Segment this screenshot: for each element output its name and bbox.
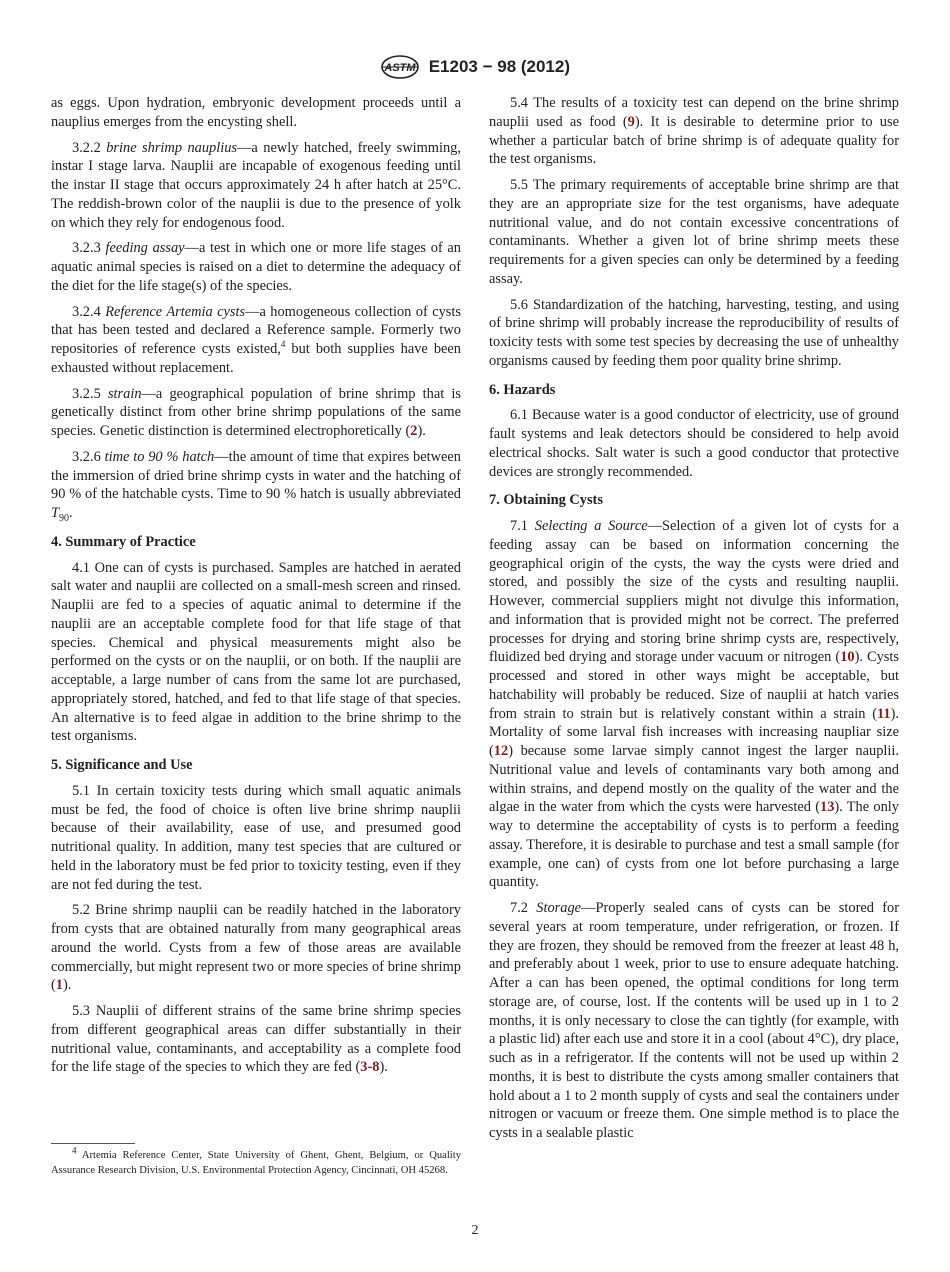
section-heading: 5. Significance and Use: [51, 757, 193, 773]
left-column: [51, 94, 461, 1084]
defined-term: Storage: [536, 900, 582, 916]
definition-paragraph: 3.2.6 time to 90 % hatch—the amount of time that expires between the immersion of dried brine shrimp cysts in water and the hatching of 90 % of the hatchable cysts. Time to 90 % hatch is usually abbreviated $T_{90}$.: [51, 448, 461, 524]
defined-term: time to 90 % hatch: [104, 448, 215, 465]
definition-paragraph: 3.2.3 feeding assay—a test in which one or more life stages of an aquatic animal species is raised on a diet to determine the adequacy of the diet for the life stage(s) of the species.: [51, 240, 461, 294]
paragraph: 7.2 Storage—Properly sealed cans of cysts can be stored for several years at room temperature, under refrigeration, or frozen. If they are frozen, they should be removed from the freezer at least 48 h, and preferably about 1 week, prior to use to ensure adequate hatching. After a can has been opened, the optimal conditions for long term storage are, of course, lost. If the contents will be used up in 1 to 2 months, it is only necessary to close the can tightly (for example, with a plastic lid) after each use and store it in a cool (about 4°C), dry place, such as in a refrigerator. If the contents will not be used up within 2 months, it is best to distribute the cysts among smaller containers that hold about a 1 to 2 month supply of cysts and seal the containers under nitrogen or vacuum or freeze them. One simple method is to place the cysts in a sealable plastic: [489, 900, 899, 1141]
page-number: 2: [471, 1223, 479, 1238]
defined-term: Selecting a Source: [534, 518, 648, 534]
section-heading: 6. Hazards: [489, 381, 556, 398]
paragraph: 5.5 The primary requirements of acceptable brine shrimp are that they are an appropriate size for the test organisms, have adequate nutritional value, and do not contain excessive concentrations of contaminants. Whether a given lot of brine shrimp meets these requirements for a given species can only be determined by a feeding assay.: [489, 177, 899, 287]
footnote-divider: [51, 1143, 135, 1144]
paragraph: 5.6 Standardization of the hatching, harvesting, testing, and using of brine shrimp will probably increase the reproducibility of results of toxicity tests with some test species by decreasing the use of unhealthy organisms caused by feeding them poor quality brine shrimp.: [489, 296, 899, 369]
defined-term: feeding assay: [105, 240, 185, 257]
reference-link[interactable]: 10: [840, 649, 855, 666]
reference-link[interactable]: 11: [877, 705, 891, 722]
defined-term: brine shrimp nauplius: [106, 139, 238, 156]
definition-paragraph: 3.2.4 Reference Artemia cysts—a homogeneous collection of cysts that has been tested and declared a Reference sample. Formerly two repositories of reference cysts existed,$^4$ but both supplies have been exhausted without replacement.: [51, 303, 461, 376]
paragraph: as eggs. Upon hydration, embryonic development proceeds until a nauplius emerges from the encysting shell.: [51, 95, 461, 130]
paragraph: 5.3 Nauplii of different strains of the same brine shrimp species from different geographical areas can differ substantially in their nutritional value, contaminants, and acceptability as a complete food for the life stage of the species to which they are fed (3-8).: [51, 1003, 461, 1076]
footnote-marker: 4: [280, 339, 286, 350]
reference-link[interactable]: 3-8: [360, 1059, 380, 1076]
reference-link[interactable]: 13: [820, 799, 835, 816]
reference-link[interactable]: 9: [627, 113, 635, 130]
paragraph: 4.1 One can of cysts is purchased. Samples are hatched in aerated salt water and nauplii are collected on a small-mesh screen and rinsed. Nauplii are fed to a species of aquatic animal to determine if the nauplii are an acceptable complete food for that life stage of that species. Chemical and physical measurements might also be performed on the cysts or on the nauplii, or on both. If the nauplii are acceptable, a large number of cans from the same lot are purchased, appropriately stored, hatched, and fed to that life stage of that species. An alternative is to feed algae in addition to the brine shrimp to the test organisms.: [51, 559, 461, 745]
defined-term: Reference Artemia cysts: [105, 303, 246, 320]
paragraph: 7.1 Selecting a Source—Selection of a given lot of cysts for a feeding assay can be based on information concerning the geographical origin of the cysts, the way the cysts were dried and stored, and possibly the size of the cysts and resulting nauplii. However, commercial suppliers might not divulge this information, and information that is provided might not be correct. The preferred processes for drying and storing brine shrimp cysts are, respectively, fluidized bed drying and storage under vacuum or nitrogen (10). Cysts processed and stored in other ways might be acceptable, but hatchability will probably be reduced. Size of nauplii at hatch varies from strain to strain but is relatively constant within a strain (11). Mortality of some larval fish increases with increasing naupliar size (12) because some larvae simply cannot ingest the larger nauplii. Nutritional value and levels of contaminants vary both among and within strains, and depend mostly on the quality of the water and the algae in the water from which the cysts were harvested (13). The only way to determine the acceptability of cysts is to perform a feeding assay. Therefore, it is desirable to purchase and test a small sample (for example, one can) of cysts from one lot before purchasing a large quantity.: [489, 518, 900, 891]
definition-paragraph: 3.2.5 strain—a geographical population of brine shrimp that is genetically distinct from other brine shrimp populations of the same species. Genetic distinction is determined electrophoretically (2).: [51, 385, 461, 439]
paragraph: 5.2 Brine shrimp nauplii can be readily hatched in the laboratory from cysts that are obtained naturally from many geographical areas around the world. Cysts from a few of those areas are available commercially, but might represent two or more species of brine shrimp (1).: [51, 902, 461, 994]
astm-logo-icon: [380, 54, 420, 80]
defined-term: strain: [107, 385, 142, 402]
reference-link[interactable]: 1: [55, 977, 63, 994]
paragraph: 5.1 In certain toxicity tests during which small aquatic animals must be fed, the food of choice is often live brine shrimp nauplii because of their availability, ease of use, and presumed good nutritional quality. In addition, many test species that are cultured or held in the laboratory must be fed prior to toxicity testing, even if they are not fed during the test.: [51, 782, 461, 893]
section-heading: 4. Summary of Practice: [51, 533, 196, 550]
footnote: $^4$ Artemia Reference Center, State University of Ghent, Ghent, Belgium, or Quality Assurance Research Division, U.S. Environmental Protection Agency, Cincinnati, OH 45268.: [51, 1145, 461, 1176]
paragraph: 5.4 The results of a toxicity test can depend on the brine shrimp nauplii used as food (9). It is desirable to determine prior to use whether a particular batch of brine shrimp is of adequate quality for the test organisms.: [489, 95, 899, 168]
document-designation: E1203 − 98 (2012): [428, 57, 571, 76]
reference-link[interactable]: 12: [493, 743, 509, 759]
paragraph: 6.1 Because water is a good conductor of electricity, use of ground fault systems and leak detectors should be considered to help avoid electrical shocks. Salt water is such a good conductor that protective devices are strongly recommended.: [489, 407, 899, 480]
svg-text:ASTM: ASTM: [384, 62, 416, 74]
reference-link[interactable]: 2: [410, 423, 418, 439]
right-column: [489, 94, 899, 1150]
definition-paragraph: 3.2.2 brine shrimp nauplius—a newly hatched, freely swimming, instar I stage larva. Nauplii are incapable of exogenous feeding until the instar II stage that occurs approximately 24 h after hatch at 25°C. The reddish-brown color of the nauplii is due to the presence of yolk on which they rely for endogenous food.: [51, 139, 461, 231]
section-heading: 7. Obtaining Cysts: [489, 492, 603, 509]
page-header: [0, 54, 950, 80]
